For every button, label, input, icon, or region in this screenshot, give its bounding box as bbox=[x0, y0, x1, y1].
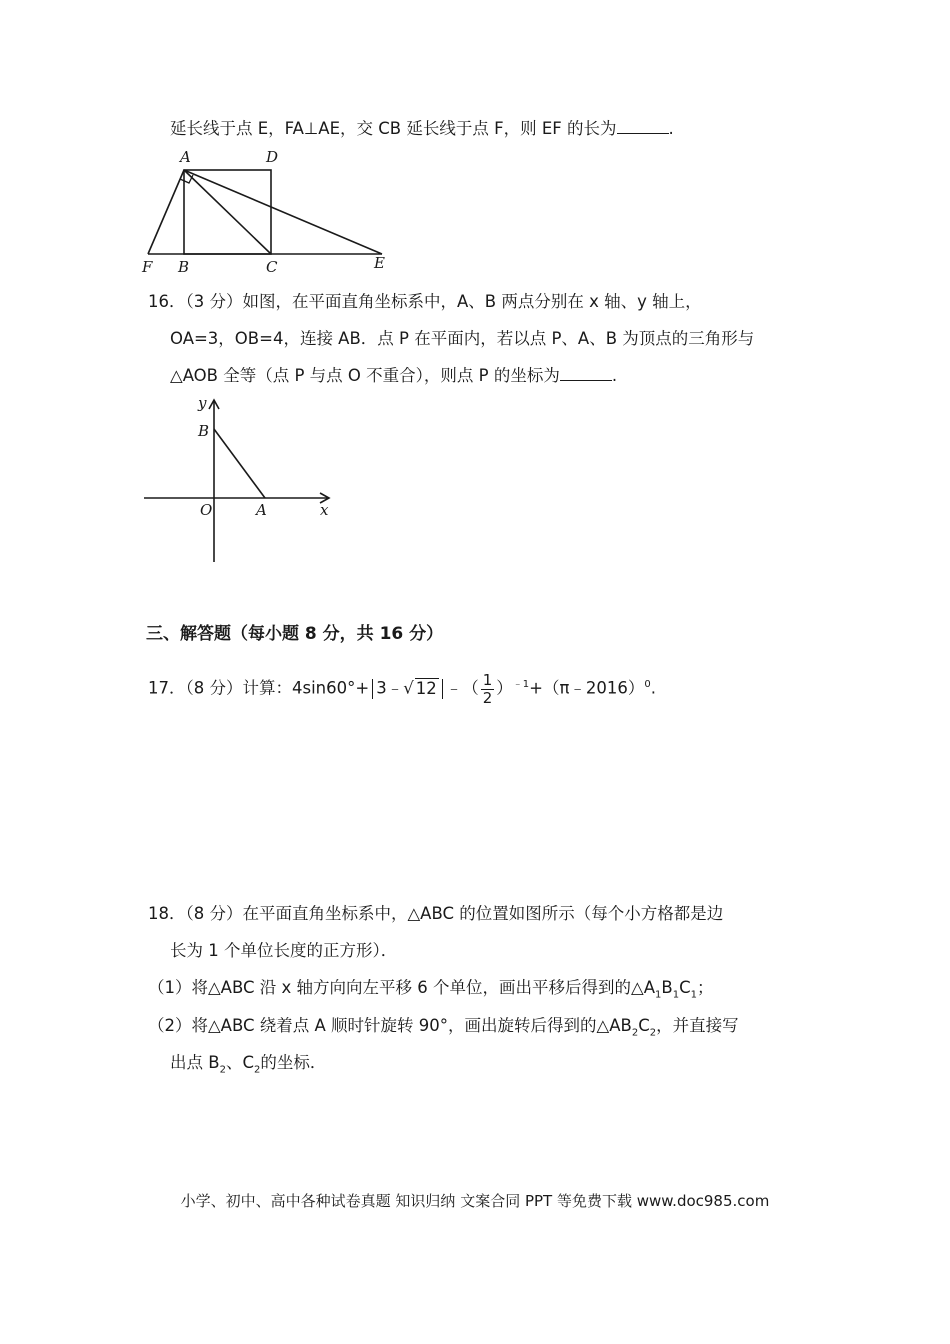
exponent-zero: 0 bbox=[644, 679, 651, 690]
label-A: A bbox=[256, 501, 267, 519]
q18-p2-text: （2）将△ABC 绕着点 A 顺时针旋转 90°，画出旋转后得到的△AB bbox=[148, 1016, 632, 1035]
q17-expression bbox=[148, 670, 656, 707]
sqrt-radicand: 12 bbox=[415, 678, 437, 698]
q18-part1 bbox=[148, 976, 713, 1007]
label-x: x bbox=[320, 501, 329, 519]
q17-close: ） bbox=[496, 678, 513, 698]
subscript: 1 bbox=[672, 989, 680, 1001]
label-B: B bbox=[178, 258, 190, 276]
q18-p3-end: 的坐标． bbox=[260, 1053, 327, 1072]
q15-text bbox=[170, 117, 674, 141]
subscript: 1 bbox=[690, 989, 697, 1001]
q18-line1: 18．（8 分）在平面直角坐标系中，△ABC 的位置如图所示（每个小方格都是边 bbox=[148, 904, 724, 923]
q18-line2: 长为 1 个单位长度的正方形）． bbox=[170, 941, 398, 960]
q18-p1-text: （1）将△ABC 沿 x 轴方向向左平移 6 个单位，画出平移后得到的△A bbox=[148, 978, 655, 997]
abs-bar-right bbox=[442, 679, 443, 699]
label-E: E bbox=[374, 254, 385, 272]
figure-15-square-diagram bbox=[138, 148, 398, 276]
segment-ae bbox=[184, 170, 382, 254]
subscript: 2 bbox=[253, 1064, 261, 1076]
fraction-one-half bbox=[481, 672, 495, 707]
q18-part2-cont bbox=[170, 1051, 326, 1082]
q16-line2: OA=3，OB=4，连接 AB．点 P 在平面内，若以点 P、A、B 为顶点的三角形与 bbox=[170, 329, 755, 348]
q15-line: 延长线于点 E，FA⊥AE，交 CB 延长线于点 F，则 EF 的长为 bbox=[170, 119, 617, 138]
answer-blank bbox=[560, 364, 612, 381]
q18-part2 bbox=[148, 1014, 739, 1045]
abs-bar-left bbox=[372, 679, 373, 699]
q18-p1-b: B bbox=[661, 978, 673, 997]
segment-ac bbox=[184, 170, 271, 254]
label-F: F bbox=[142, 258, 153, 276]
q17-three: 3﹣ bbox=[376, 678, 404, 698]
q17-plus: +（π﹣2016） bbox=[529, 678, 645, 698]
q16-line3-wrap bbox=[170, 364, 617, 388]
sqrt-symbol: √ bbox=[403, 678, 414, 698]
figure-16-coordinate-plane bbox=[140, 390, 340, 570]
exponent-neg-one: ﹣1 bbox=[512, 679, 530, 690]
q17-minus: ﹣（ bbox=[445, 678, 479, 698]
label-O: O bbox=[200, 501, 213, 519]
q17-prefix: 17．（8 分）计算：4sin60°+ bbox=[148, 678, 370, 698]
q17-end: . bbox=[650, 678, 657, 698]
answer-blank bbox=[617, 117, 669, 134]
fraction-denominator: 2 bbox=[482, 688, 493, 707]
segment-fa bbox=[148, 170, 184, 254]
q18-p1-end: ； bbox=[696, 978, 714, 997]
q16-line1: 16．（3 分）如图，在平面直角坐标系中，A、B 两点分别在 x 轴、y 轴上， bbox=[148, 292, 702, 311]
subscript: 2 bbox=[631, 1027, 639, 1039]
label-B: B bbox=[198, 422, 210, 440]
q16-end: . bbox=[611, 366, 618, 385]
section-heading: 三、解答题（每小题 8 分，共 16 分） bbox=[146, 624, 444, 644]
q18-p3-b: 、C bbox=[225, 1053, 254, 1072]
label-A: A bbox=[180, 148, 191, 166]
label-D: D bbox=[266, 148, 279, 166]
q15-end: . bbox=[668, 119, 674, 138]
subscript: 2 bbox=[649, 1027, 657, 1039]
q18-p1-c: C bbox=[679, 978, 691, 997]
page-footer: 小学、初中、高中各种试卷真题 知识归纳 文案合同 PPT 等免费下载 www.doc985.com bbox=[180, 1192, 770, 1210]
q18-p2-end: ，并直接写 bbox=[656, 1016, 739, 1035]
label-y: y bbox=[198, 394, 207, 412]
q18-p2-b: C bbox=[638, 1016, 650, 1035]
q16-line3: △AOB 全等（点 P 与点 O 不重合），则点 P 的坐标为 bbox=[170, 366, 560, 385]
subscript: 2 bbox=[219, 1064, 226, 1076]
q18-p3-text: 出点 B bbox=[170, 1053, 220, 1072]
fraction-numerator: 1 bbox=[482, 670, 493, 689]
label-C: C bbox=[266, 258, 278, 276]
segment-ab bbox=[214, 429, 265, 498]
subscript: 1 bbox=[655, 989, 662, 1001]
